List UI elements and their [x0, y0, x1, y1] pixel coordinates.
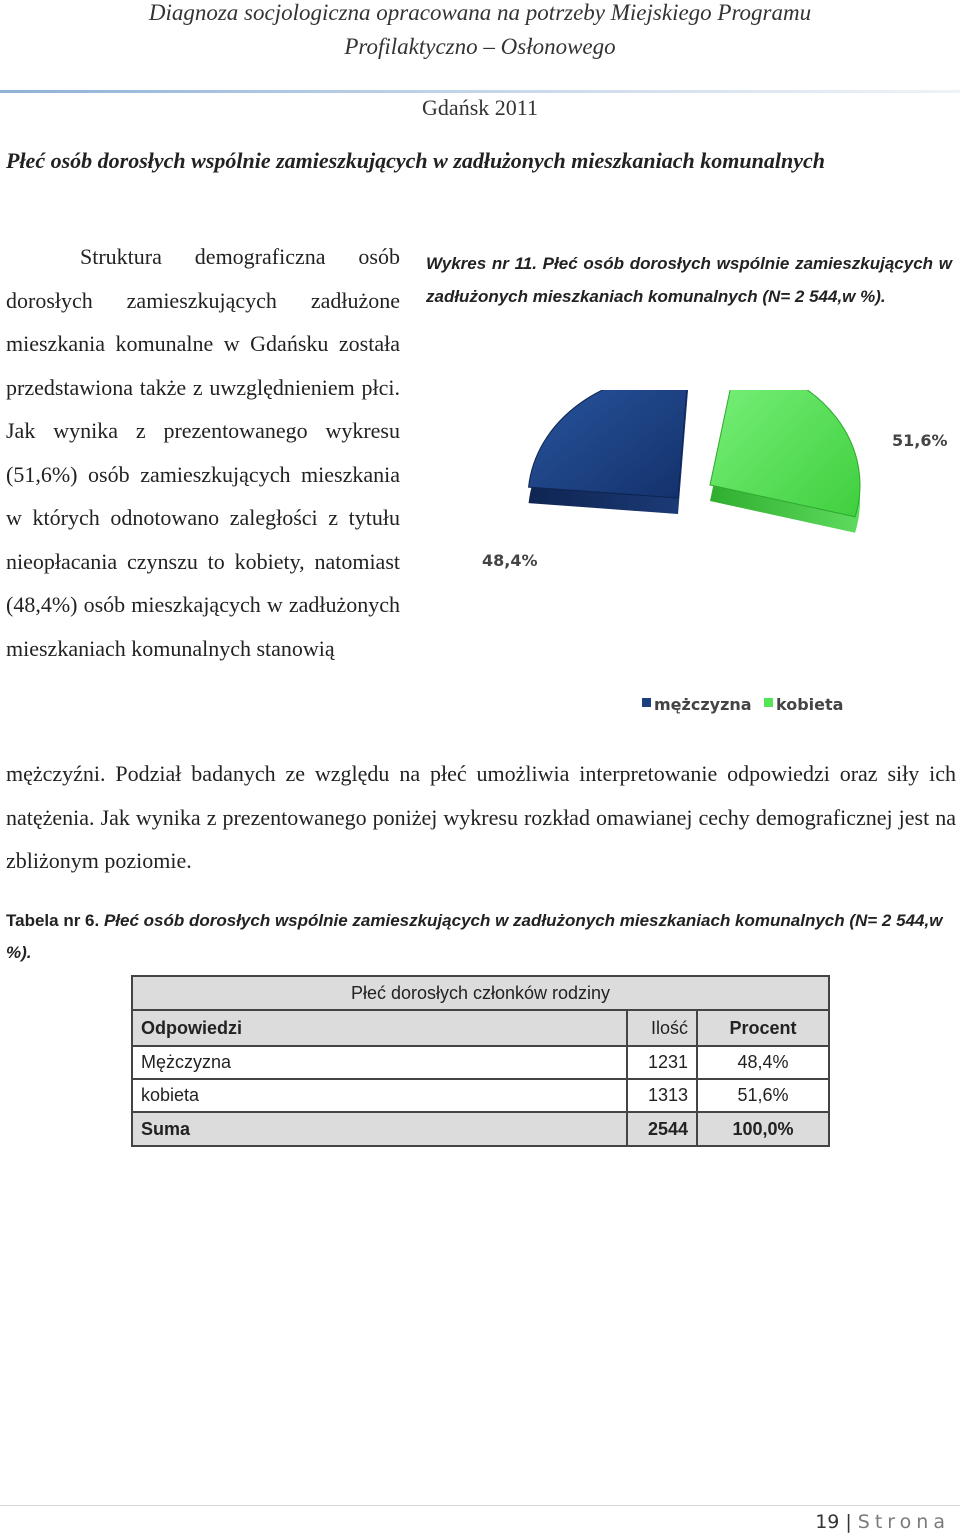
column-header-answers: Odpowiedzi [132, 1010, 627, 1046]
table-caption [6, 905, 956, 969]
legend-swatch-women [764, 698, 773, 707]
legend-label-men: mężczyzna [654, 695, 752, 714]
table-group-header-row [132, 976, 829, 1010]
table-total-row [132, 1112, 829, 1146]
column-header-percent: Procent [697, 1010, 829, 1046]
total-label: Suma [132, 1112, 627, 1146]
total-count: 2544 [627, 1112, 697, 1146]
row-percent: 48,4% [697, 1046, 829, 1079]
column-header-count: Ilość [627, 1010, 697, 1046]
row-percent: 51,6% [697, 1079, 829, 1112]
chart-caption: Wykres nr 11. Płeć osób dorosłych wspólnie zamieszkujących w zadłużonych mieszkaniach komunalnych (N= 2 544,w %). [426, 254, 952, 306]
chart-legend [642, 695, 843, 714]
table-caption-text: Płeć osób dorosłych wspólnie zamieszkujących w zadłużonych mieszkaniach komunalnych (N= 2 544,w %). [6, 911, 943, 962]
header-title-line2: Profilaktyczno – Osłonowego [344, 34, 616, 59]
legend-label-women: kobieta [776, 695, 844, 714]
table-row [132, 1079, 829, 1112]
header-title-line1: Diagnoza socjologiczna opracowana na potrzeby Miejskiego Programu [148, 0, 812, 25]
page-footer [815, 1511, 950, 1533]
table-group-header: Płeć dorosłych członków rodziny [132, 976, 829, 1010]
footer-divider [0, 1505, 960, 1506]
section-title: Płeć osób dorosłych wspólnie zamieszkujących w zadłużonych mieszkaniach komunalnych [6, 148, 825, 173]
page-number: 19 [815, 1511, 840, 1533]
table-caption-prefix: Tabela nr 6. [6, 911, 100, 930]
legend-swatch-men [642, 698, 651, 707]
data-table [131, 975, 830, 1147]
continuation-paragraph: mężczyźni. Podział badanych ze względu na płeć umożliwia interpretowanie odpowiedzi oraz siły ich natężenia. Jak wynika z prezentowanego poniżej wykresu rozkład omawianej cechy demograficznej jest na zbliżonym poziomie. [6, 761, 956, 873]
data-label-men: 48,4% [482, 551, 538, 570]
row-label: Mężczyzna [132, 1046, 627, 1079]
row-count: 1231 [627, 1046, 697, 1079]
pie-chart [420, 390, 960, 730]
table-row [132, 1046, 829, 1079]
total-percent: 100,0% [697, 1112, 829, 1146]
data-label-women: 51,6% [892, 431, 948, 450]
intro-paragraph-text: Struktura demograficzna osób dorosłych zamieszkujących zadłużone mieszkania komunalne w Gdańsku została przedstawiona także z uwzględnieniem płci. Jak wynika z prezentowanego wykresu (51,6%) osób zamieszkujących mieszkania w których odnotowano zaległości z tytułu nieopłacania czynszu to kobiety, natomiast (48,4%) osób mieszkających w zadłużonych mieszkaniach komunalnych stanowią [6, 244, 400, 661]
footer-separator: | [845, 1511, 852, 1533]
row-count: 1313 [627, 1079, 697, 1112]
table-column-header-row [132, 1010, 829, 1046]
row-label: kobieta [132, 1079, 627, 1112]
page-word: Strona [857, 1511, 950, 1533]
header-city-year: Gdańsk 2011 [422, 95, 538, 120]
intro-paragraph [6, 235, 400, 670]
pie-slice-men [529, 390, 689, 498]
header-divider [0, 90, 960, 93]
pie-slices [529, 390, 860, 533]
